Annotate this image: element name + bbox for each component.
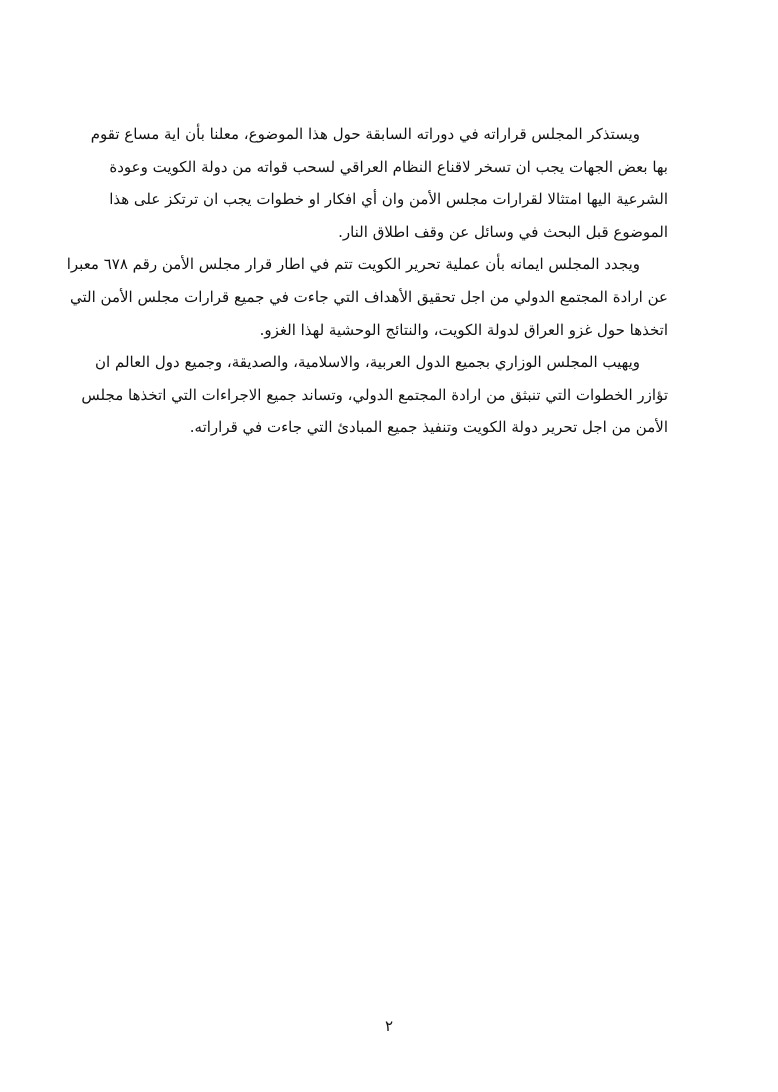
paragraph-line: ويستذكر المجلس قراراته في دوراته السابقة حول هذا الموضوع، معلنا بأن اية مساع تقوم — [90, 125, 640, 143]
paragraph-2 — [66, 248, 668, 346]
paragraph-line: الأمن من اجل تحرير دولة الكويت وتنفيذ جميع المبادئ التي جاءت في قراراته. — [189, 418, 668, 437]
paragraph-line: ويهيب المجلس الوزاري بجميع الدول العربية، والاسلامية، والصديقة، وجميع دول العالم ان — [95, 353, 640, 372]
paragraph-line: تؤازر الخطوات التي تنبثق من ارادة المجتمع الدولي، وتساند جميع الاجراءات التي اتخذها مجلس — [81, 385, 668, 404]
paragraph-line: عن ارادة المجتمع الدولي من اجل تحقيق الأهداف التي جاءت في جميع قرارات مجلس الأمن التي — [70, 287, 668, 306]
page-number: ٢ — [384, 1017, 394, 1035]
paragraph-line: الموضوع قبل البحث في وسائل عن وقف اطلاق النار. — [338, 222, 668, 241]
paragraph-1 — [90, 118, 668, 248]
paragraph-line: بها بعض الجهات يجب ان تسخر لاقناع النظام العراقي لسحب قواته من دولة الكويت وعودة — [109, 157, 668, 176]
body-text — [66, 118, 668, 444]
paragraph-line: اتخذها حول غزو العراق لدولة الكويت، والنتائج الوحشية لهذا الغزو. — [259, 320, 668, 339]
paragraph-line: الشرعية اليها امتثالا لقرارات مجلس الأمن وان أي افكار او خطوات يجب ان ترتكز على هذا — [109, 190, 668, 209]
paragraph-line: ويجدد المجلس ايمانه بأن عملية تحرير الكويت تتم في اطار قرار مجلس الأمن رقم ٦٧٨ معبرا — [66, 255, 640, 274]
paragraph-3 — [81, 346, 668, 444]
